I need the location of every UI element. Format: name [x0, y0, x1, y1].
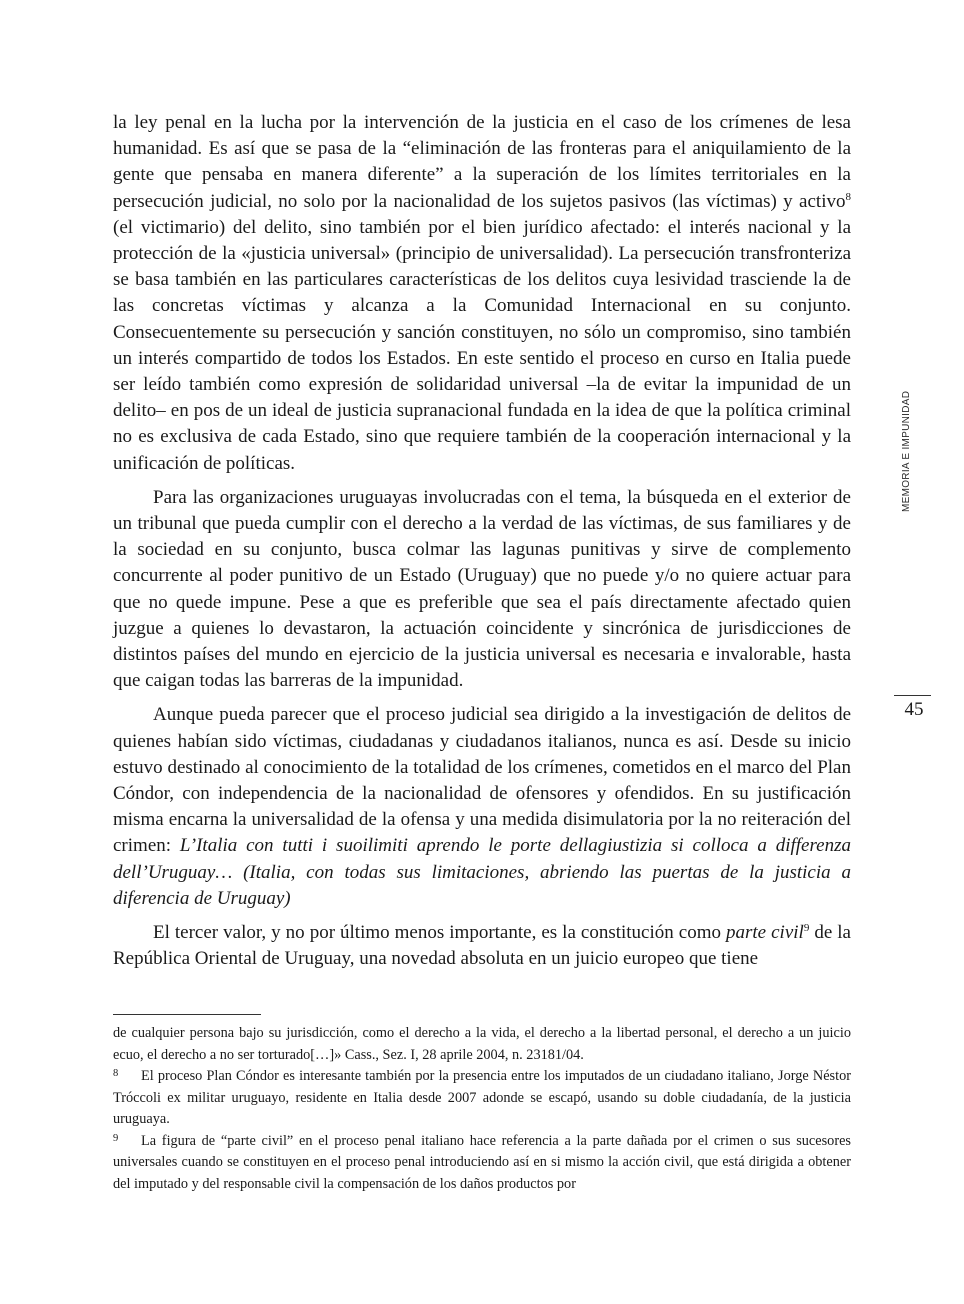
- footnote-ref-9[interactable]: 9: [803, 922, 810, 935]
- paragraph-4-text: El tercer valor, y no por último menos importante, es la constitución como: [153, 922, 726, 944]
- paragraph-3-quote: L’Italia con tutti i suoilimiti aprendo le porte dellagiustizia si colloca a differenza dell’Uruguay… (Italia, con todas sus limitaciones, abriendo las puertas de la justicia a diferencia de Uruguay): [113, 835, 852, 909]
- footnote-8-text: El proceso Plan Cóndor es interesante también por la presencia entre los imputados de un ciudadano italiano, Jorge Néstor Tróccoli ex militar uruguayo, residente en Italia desde 2007 adonde se escapó, usando su doble ciudadanía, de la justicia uruguaya.: [113, 1068, 851, 1127]
- paragraph-1-text-after: (el victimario) del delito, sino también por el bien jurídico afectado: el interés nacional y la protección de la «justicia universal» (principio de universalidad). La persecución transfronteriza se basa también en las particulares características de los delitos cuya lesividad trasciende la de las concretas víctimas y alcanza a la Comunidad Internacional en su conjunto. Consecuentemente su persecución y sanción constituyen, no sólo un compromiso, sino también un interés compartido de todos los Estados. En este sentido el proceso en curso en Italia puede ser leído también como expresión de solidaridad universal –la de evitar la impunidad de un delito– en pos de un ideal de justicia supranacional fundada en la idea de que la política criminal no es exclusiva de cada Estado, sino que requiere también de la cooperación internacional y la unificación de políticas.: [113, 216, 851, 474]
- footnote-separator: [113, 1014, 261, 1015]
- paragraph-4: [113, 920, 851, 972]
- paragraph-4-term: parte civil: [726, 922, 804, 944]
- footnote-8: 8 El proceso Plan Cóndor es interesante también por la presencia entre los imputados de un ciudadano italiano, Jorge Néstor Tróccoli ex militar uruguayo, residente en Italia desde 2007 adonde se escapó, usando su doble ciudadanía, de la justicia uruguaya.: [113, 1068, 851, 1127]
- footnote-ref-8[interactable]: 8: [845, 190, 851, 203]
- body-text: [113, 110, 851, 981]
- paragraph-3: [113, 702, 851, 912]
- footnote-9-text: La figura de “parte civil” en el proceso penal italiano hace referencia a la parte dañada por el crimen o sus sucesores universales cuando se constituyen en el proceso penal introduciendo así en si mismo la acción civil, que está dirigida a obtener del imputado y del responsable civil la compensación de los daños productos por: [113, 1132, 851, 1192]
- paragraph-3-text: Aunque pueda parecer que el proceso judicial sea dirigido a la investigación de delitos de quienes habían sido víctimas, ciudadanas y ciudadanos italianos, nunca es así. Desde su inicio estuvo destinado al conocimiento de la totalidad de los crímenes, cometidos en el marco del Plan Cóndor, con independencia de la nacionalidad de ofensores y ofendidos. En su justificación misma encarna la universalidad de la ofensa y una medida disimulatoria por la no reiteración del crimen:: [113, 704, 851, 857]
- paragraph-4-text-after: de la República Oriental de Uruguay, una novedad absoluta en un juicio europeo que tiene: [113, 922, 851, 970]
- page-number-rule: [894, 695, 931, 696]
- paragraph-2: Para las organizaciones uruguayas involucradas con el tema, la búsqueda en el exterior de un tribunal que pueda cumplir con el derecho a la verdad de las víctimas, de sus familiares y de la sociedad en su conjunto, busca colmar las lagunas punitivas y sirve de complemento concurrente al poder punitivo de un Estado (Uruguay) que no puede y/o no quiere actuar para que no quede impune. Pese a que es preferible que sea el país directamente afectado quien juzgue a quienes lo devastaron, la actuación coincidente y sincrónica de jurisdicciones de distintos países del mundo en ejercicio de la justicia universal es necesaria e invalorable, hasta que caigan todas las barreras de la impunidad.: [113, 486, 851, 692]
- running-title: MEMORIA E IMPUNIDAD: [901, 390, 912, 512]
- footnotes: [113, 1023, 851, 1195]
- page-number: 45: [904, 699, 924, 720]
- paragraph-1-text: la ley penal en la lucha por la intervención de la justicia en el caso de los crímenes de lesa humanidad. Es así que se pasa de la “eliminación de las fronteras para el aniquilamiento de la gente que pensaba en manera diferente” a la superación de los límites territoriales en la persecución judicial, no solo por la nacionalidad de los sujetos pasivos (las víctimas) y activo: [113, 112, 851, 212]
- footnote-continuation: de cualquier persona bajo su jurisdicción, como el derecho a la vida, el derecho a la libertad personal, el derecho a un juicio ecuo, el derecho a no ser torturado[…]» Cass., Sez. I, 28 aprile 2004, n. 23181/04.: [113, 1025, 851, 1063]
- paragraph-1: [113, 110, 851, 477]
- footnote-9: 9 La figura de “parte civil” en el proceso penal italiano hace referencia a la parte dañada por el crimen o sus sucesores universales cuando se constituyen en el proceso penal introduciendo así en si mismo la acción civil, que está dirigida a obtener del imputado y del responsable civil la compensación de los daños productos por: [113, 1132, 851, 1192]
